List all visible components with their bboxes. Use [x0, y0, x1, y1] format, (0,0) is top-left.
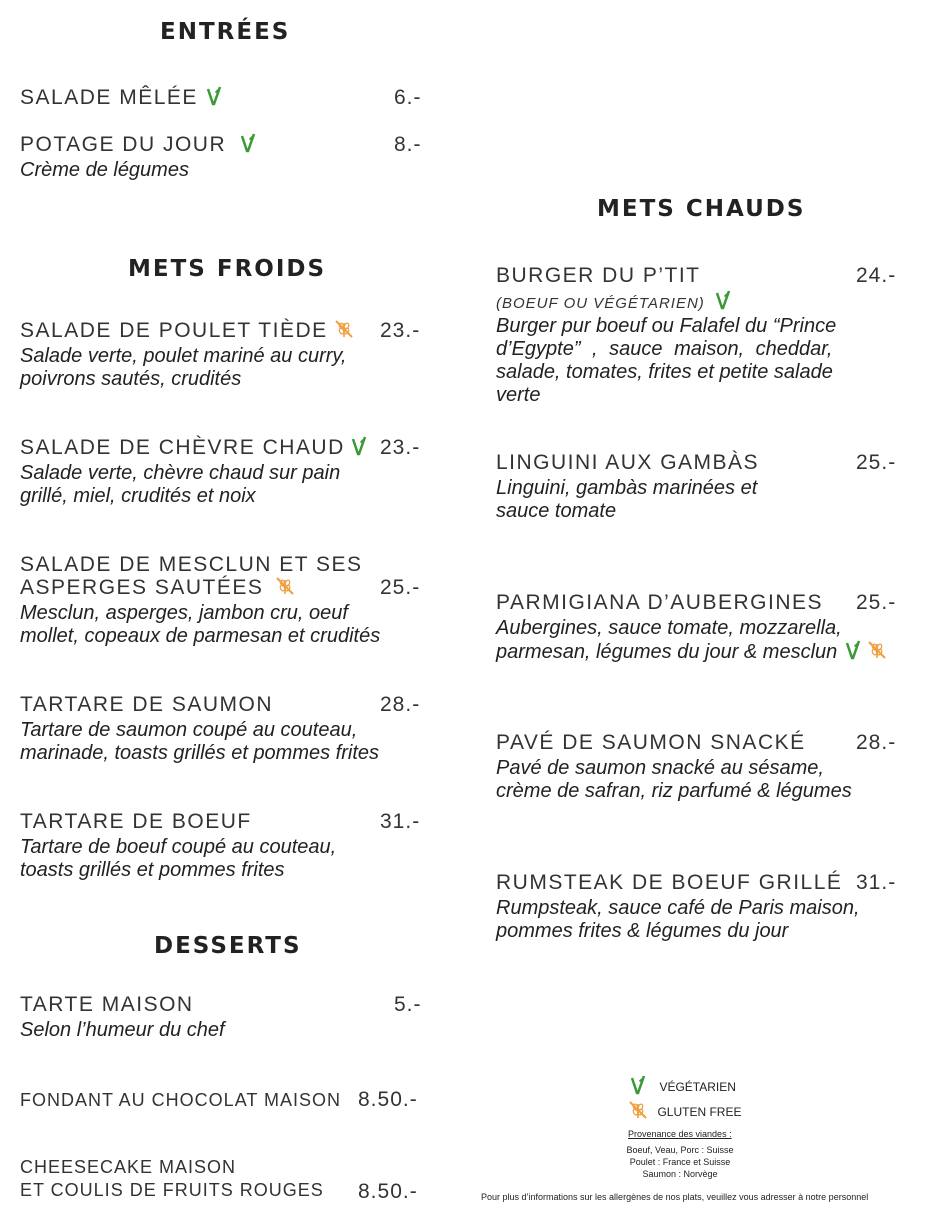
- provenance-line: Poulet : France et Suisse: [629, 1157, 731, 1167]
- item-name: BURGER DU P’TIT: [496, 264, 701, 287]
- menu-item-salade-mesclun: [20, 553, 425, 648]
- item-name-line: SALADE DE MESCLUN ET SES: [20, 553, 363, 576]
- item-price: 28.-: [380, 693, 421, 716]
- item-price: 24.-: [856, 264, 897, 287]
- provenance-line: Saumon : Norvège: [642, 1169, 718, 1179]
- item-description-line: Rumpsteak, sauce café de Paris maison,: [496, 897, 860, 919]
- item-description-line: mollet, copeaux de parmesan et crudités: [20, 625, 381, 647]
- item-price: 25.-: [856, 591, 897, 614]
- item-name: TARTARE DE BOEUF: [20, 810, 252, 833]
- item-price: 25.-: [856, 451, 897, 474]
- provenance-line: Boeuf, Veau, Porc : Suisse: [626, 1145, 734, 1155]
- item-price: 23.-: [380, 436, 421, 459]
- item-description-line: Aubergines, sauce tomate, mozzarella,: [496, 617, 842, 639]
- vegetarian-icon: [845, 640, 861, 666]
- item-description-line: grillé, miel, crudités et noix: [20, 485, 256, 507]
- item-price: 25.-: [380, 576, 421, 599]
- item-name: POTAGE DU JOUR: [20, 133, 256, 159]
- item-description-line: Tartare de boeuf coupé au couteau,: [20, 836, 337, 858]
- legend-gluten-free-label: GLUTEN FREE: [657, 1105, 742, 1119]
- item-name-line: ET COULIS DE FRUITS ROUGES: [20, 1180, 324, 1200]
- gluten-free-icon: [867, 640, 887, 666]
- vegetarian-icon: [630, 1075, 646, 1100]
- item-name: PAVÉ DE SAUMON SNACKÉ: [496, 731, 806, 754]
- item-price: 23.-: [380, 319, 421, 342]
- item-description-line: sauce tomate: [496, 500, 617, 522]
- item-description-line: toasts grillés et pommes frites: [20, 859, 285, 881]
- item-name: TARTE MAISON: [20, 993, 194, 1016]
- item-name: FONDANT AU CHOCOLAT MAISON: [20, 1090, 342, 1110]
- item-description-line: salade, tomates, frites et petite salade: [496, 361, 833, 383]
- item-price: 5.-: [394, 993, 422, 1016]
- item-price: 8.50.-: [358, 1180, 418, 1203]
- gluten-free-icon: [628, 1100, 648, 1125]
- legend-gluten-free: [628, 1100, 741, 1125]
- menu-item-salade-poulet: [20, 319, 425, 391]
- item-name: PARMIGIANA D’AUBERGINES: [496, 591, 824, 614]
- item-description-line: Salade verte, poulet mariné au curry,: [20, 345, 347, 367]
- item-price: 6.-: [394, 86, 422, 109]
- item-description: Crème de légumes: [20, 159, 189, 181]
- vegetarian-icon: [715, 290, 731, 315]
- item-name-line: CHEESECAKE MAISON: [20, 1157, 237, 1177]
- item-price: 31.-: [380, 810, 421, 833]
- item-description-line: d’Egypte” , sauce maison, cheddar,: [496, 338, 833, 360]
- item-price: 8.-: [394, 133, 422, 156]
- item-name: LINGUINI AUX GAMBÀS: [496, 451, 760, 474]
- item-description: Selon l’humeur du chef: [20, 1019, 225, 1041]
- item-description-line: crème de safran, riz parfumé & légumes: [496, 780, 852, 802]
- item-price: 8.50.-: [358, 1088, 418, 1111]
- vegetarian-icon: [240, 133, 256, 159]
- item-price: 28.-: [856, 731, 897, 754]
- item-name: RUMSTEAK DE BOEUF GRILLÉ: [496, 871, 843, 894]
- item-description-line: poivrons sautés, crudités: [20, 368, 242, 390]
- menu-item-tartare-boeuf: [20, 810, 425, 882]
- section-title-mets-froids: METS FROIDS: [128, 256, 327, 282]
- menu-item-fondant-chocolat: [20, 1088, 425, 1114]
- item-description-line: marinade, toasts grillés et pommes frites: [20, 742, 380, 764]
- item-description-line: Burger pur boeuf ou Falafel du “Prince: [496, 315, 837, 337]
- item-description-line: Mesclun, asperges, jambon cru, oeuf: [20, 602, 348, 624]
- item-description-line: parmesan, légumes du jour & mesclun: [496, 640, 926, 666]
- section-title-entrees: ENTRÉES: [160, 19, 291, 45]
- item-description-line: Tartare de saumon coupé au couteau,: [20, 719, 358, 741]
- item-description-line: verte: [496, 384, 541, 406]
- item-name-line: ASPERGES SAUTÉES: [20, 576, 295, 602]
- section-title-desserts: DESSERTS: [154, 933, 302, 959]
- item-name: SALADE DE CHÈVRE CHAUD: [20, 436, 367, 462]
- item-description-line: Linguini, gambàs marinées et: [496, 477, 758, 499]
- item-name: SALADE DE POULET TIÈDE: [20, 319, 354, 345]
- item-name: TARTARE DE SAUMON: [20, 693, 274, 716]
- item-name: SALADE MÊLÉE: [20, 86, 222, 112]
- item-description-line: Salade verte, chèvre chaud sur pain: [20, 462, 341, 484]
- item-subtitle: (BOEUF OU VÉGÉTARIEN): [496, 290, 900, 315]
- menu-item-burger: [496, 264, 900, 407]
- section-title-mets-chauds: METS CHAUDS: [597, 196, 806, 222]
- menu-item-potage-du-jour: [20, 133, 425, 182]
- menu-item-tartare-saumon: [20, 693, 425, 765]
- menu-item-cheesecake: [20, 1157, 425, 1206]
- item-description-line: pommes frites & légumes du jour: [496, 920, 789, 942]
- item-description-line: Pavé de saumon snacké au sésame,: [496, 757, 824, 779]
- menu-item-pave-saumon: [496, 731, 900, 803]
- provenance-title: Provenance des viandes :: [628, 1129, 732, 1139]
- allergen-note: Pour plus d’informations sur les allergènes de nos plats, veuillez vous adresser à notre personnel: [481, 1192, 869, 1202]
- vegetarian-icon: [351, 436, 367, 462]
- menu-item-linguini: [496, 451, 900, 523]
- legend-vegetarian: [630, 1075, 736, 1100]
- menu-item-tarte-maison: [20, 993, 425, 1042]
- gluten-free-icon: [334, 319, 354, 345]
- item-price: 31.-: [856, 871, 897, 894]
- menu-item-rumsteak: [496, 871, 900, 943]
- menu-item-parmigiana: [496, 591, 926, 666]
- gluten-free-icon: [275, 576, 295, 602]
- vegetarian-icon: [206, 86, 222, 112]
- menu-item-salade-chevre: [20, 436, 425, 508]
- legend-vegetarian-label: VÉGÉTARIEN: [659, 1080, 736, 1094]
- menu-item-salade-melee: [20, 86, 425, 112]
